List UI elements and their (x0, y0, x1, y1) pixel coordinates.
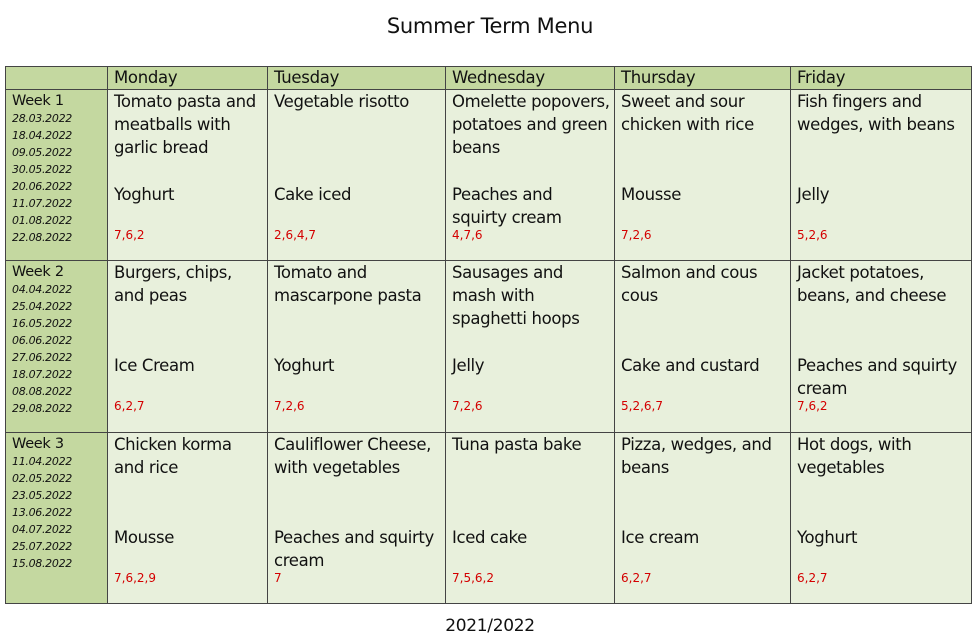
week-label: Week 1 (12, 93, 64, 109)
dessert: Mousse (621, 185, 682, 204)
main-dish: Hot dogs, with vegetables (797, 434, 912, 477)
main-dish: Omelette popovers, potatoes and green beans (452, 92, 610, 157)
main-dish: Sausages and mash with spaghetti hoops (452, 263, 580, 329)
dessert: Cake and custard (621, 356, 760, 376)
week-date: 25.04.2022 (12, 300, 72, 314)
allergen-codes: 6,2,7 (621, 570, 652, 585)
meal-cell-friday (791, 432, 972, 603)
allergen-codes: 2,6,4,7 (274, 228, 316, 242)
meal-cell-monday (108, 90, 268, 261)
page-title: Summer Term Menu (386, 14, 594, 38)
main-dish: Jacket potatoes, beans, and cheese (797, 263, 947, 306)
dessert: Jelly (797, 185, 830, 204)
dessert: Peaches and squirty cream (274, 527, 434, 570)
meal-cell-wednesday (446, 261, 615, 432)
menu-table (5, 66, 972, 604)
week-date: 13.06.2022 (12, 505, 72, 519)
header-row (6, 67, 972, 90)
main-dish: Chicken korma and rice (114, 434, 232, 477)
allergen-codes: 6,2,7 (114, 399, 145, 414)
week-date: 27.06.2022 (12, 351, 72, 365)
dessert: Yoghurt (114, 185, 175, 204)
week-date: 28.03.2022 (12, 112, 72, 125)
meal-cell-monday (108, 432, 268, 603)
dessert: Iced cake (452, 527, 527, 547)
main-dish: Pizza, wedges, and beans (621, 434, 772, 477)
week-date: 02.05.2022 (12, 471, 72, 485)
week-date: 01.08.2022 (12, 214, 72, 227)
allergen-codes: 5,2,6,7 (621, 399, 663, 414)
week-date: 04.07.2022 (12, 522, 72, 536)
meal-cell-friday (791, 90, 972, 261)
meal-cell-thursday (615, 90, 791, 261)
week-date: 18.04.2022 (12, 129, 72, 142)
dessert: Peaches and squirty cream (452, 185, 562, 227)
main-dish: Fish fingers and wedges, with beans (797, 92, 955, 134)
allergen-codes: 7,2,6 (452, 399, 483, 414)
main-dish: Tuna pasta bake (452, 434, 582, 454)
dessert: Ice Cream (114, 356, 195, 376)
meal-cell-monday (108, 261, 268, 432)
day-header-wednesday: Wednesday (446, 67, 615, 90)
meal-cell-thursday (615, 261, 791, 432)
meal-cell-tuesday (268, 90, 446, 261)
week-date: 23.05.2022 (12, 488, 72, 502)
allergen-codes: 7,6,2,9 (114, 570, 156, 585)
dessert: Jelly (452, 356, 485, 376)
week-date: 04.04.2022 (12, 283, 72, 297)
allergen-codes: 7,6,2 (114, 228, 145, 242)
meal-cell-thursday (615, 432, 791, 603)
week-date: 30.05.2022 (12, 163, 72, 176)
main-dish: Tomato and mascarpone pasta (274, 263, 422, 306)
allergen-codes: 7,5,6,2 (452, 570, 494, 585)
week-row (6, 261, 972, 432)
corner-cell (6, 67, 108, 90)
week-date: 22.08.2022 (12, 231, 72, 244)
meal-cell-wednesday (446, 432, 615, 603)
main-dish: Vegetable risotto (274, 92, 409, 111)
week-date: 25.07.2022 (12, 539, 72, 553)
main-dish: Cauliflower Cheese, with vegetables (274, 434, 432, 477)
week-label: Week 2 (12, 264, 64, 281)
allergen-codes: 5,2,6 (797, 228, 828, 242)
week-cell (6, 432, 108, 603)
week-date: 16.05.2022 (12, 317, 72, 331)
dessert: Mousse (114, 527, 175, 547)
week-date: 18.07.2022 (12, 368, 72, 382)
dessert: Yoghurt (274, 356, 335, 376)
day-header-thursday: Thursday (615, 67, 791, 90)
meal-cell-tuesday (268, 261, 446, 432)
allergen-codes: 7,6,2 (797, 399, 828, 414)
day-header-tuesday: Tuesday (268, 67, 446, 90)
main-dish: Salmon and cous cous (621, 263, 758, 306)
allergen-codes: 7,2,6 (621, 228, 652, 242)
main-dish: Sweet and sour chicken with rice (621, 92, 754, 134)
dessert: Cake iced (274, 185, 352, 204)
week-row (6, 90, 972, 261)
week-row (6, 432, 972, 603)
allergen-codes: 7 (274, 570, 282, 585)
week-cell (6, 90, 108, 261)
week-date: 11.07.2022 (12, 197, 72, 210)
week-date: 11.04.2022 (12, 454, 72, 468)
allergen-codes: 7,2,6 (274, 399, 305, 414)
week-date: 09.05.2022 (12, 146, 72, 159)
week-date: 29.08.2022 (12, 402, 72, 416)
week-date: 06.06.2022 (12, 334, 72, 348)
footer-year: 2021/2022 (445, 616, 535, 636)
allergen-codes: 4,7,6 (452, 228, 483, 242)
week-date: 20.06.2022 (12, 180, 72, 193)
day-header-monday: Monday (108, 67, 268, 90)
meal-cell-wednesday (446, 90, 615, 261)
week-date: 08.08.2022 (12, 385, 72, 399)
dessert: Yoghurt (797, 527, 858, 547)
dessert: Ice cream (621, 527, 700, 547)
week-label: Week 3 (12, 435, 64, 452)
main-dish: Tomato pasta and meatballs with garlic bread (114, 92, 256, 157)
day-header-friday: Friday (791, 67, 972, 90)
meal-cell-tuesday (268, 432, 446, 603)
meal-cell-friday (791, 261, 972, 432)
week-date: 15.08.2022 (12, 556, 72, 570)
dessert: Peaches and squirty cream (797, 356, 957, 399)
allergen-codes: 6,2,7 (797, 570, 828, 585)
week-cell (6, 261, 108, 432)
main-dish: Burgers, chips, and peas (114, 263, 232, 306)
